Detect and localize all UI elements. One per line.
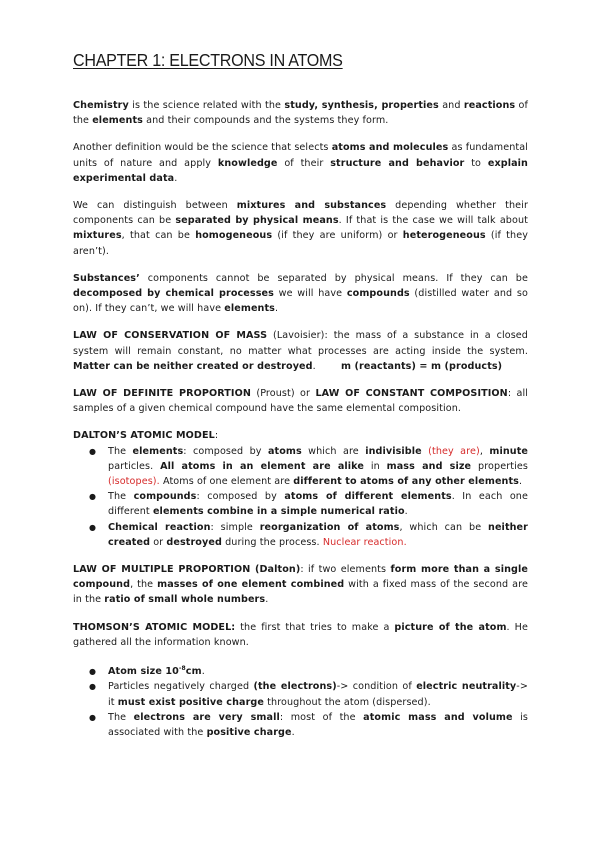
list-item: ● Atom size $10^{-8}cm$. [73, 664, 528, 679]
bullet-icon: ● [89, 667, 97, 677]
document-page [73, 50, 528, 752]
list-item: ● The elements: composed by atoms which are indivisible (they are), minute particles. All atoms in an element are alike in mass and size properties (isotopes). Atoms of one element are different to atoms of any other elements. [89, 445, 529, 488]
list-item: ● Chemical reaction: simple reorganization of atoms, which can be neither created or destroyed during the process. Nuclear reaction. [89, 521, 528, 548]
bullet-icon: ● [89, 712, 97, 722]
paragraph-thomson-model: THOMSON’S ATOMIC MODEL: the first that tries to make a picture of the atom. He gathered all the information known. [73, 621, 528, 648]
list-item: ● The compounds: composed by atoms of different elements. In each one different elements combine in a simple numerical ratio. [89, 491, 528, 518]
dalton-heading: DALTON’S ATOMIC MODEL: [73, 430, 219, 442]
paragraph-substances: Substances’ components cannot be separated by physical means. If they can be decomposed by chemical processes we will have compounds (distilled water and so on). If they can’t, we will have elements. [73, 272, 529, 315]
paragraph-law-multiple-proportion: LAW OF MULTIPLE PROPORTION (Dalton): if two elements form more than a single compound, the masses of one element combined with a fixed mass of the second are in the ratio of small whole numbers. [73, 564, 529, 606]
chapter-title: CHAPTER 1: ELECTRONS IN ATOMS [73, 50, 343, 70]
dalton-list [73, 444, 528, 550]
bullet-icon: ● [89, 682, 97, 692]
bullet-icon: ● [89, 522, 97, 532]
paragraph-mixtures-substances: We can distinguish between mixtures and substances depending whether their components can be separated by physical means. If that is the case we will talk about mixtures, that can be homogeneous (if they are uniform) or heterogeneous (if they aren’t). [73, 200, 529, 257]
bullet-icon: ● [89, 446, 97, 456]
thomson-list [73, 664, 528, 740]
list-item: ● Particles negatively charged (the electrons)-> condition of electric neutrality-> it must exist positive charge throughout the atom (dispersed). [89, 681, 528, 708]
bullet-icon: ● [89, 492, 97, 502]
paragraph-another-definition: Another definition would be the science that selects atoms and molecules as fundamental units of nature and apply knowledge of their structure and behavior to explain experimental data. [73, 142, 529, 184]
paragraph-law-conservation-mass: LAW OF CONSERVATION OF MASS (Lavoisier): the mass of a substance in a closed system will remain constant, no matter what processes are acting inside the system. Matter can be neither created or destroyed. m (reactants) = m (products) [73, 330, 528, 372]
paragraph-chemistry-definition: Chemistry is the science related with the study, synthesis, properties and reactions of the elements and their compounds and the systems they form. [73, 100, 528, 127]
list-item: ● The electrons are very small: most of the atomic mass and volume is associated with the positive charge. [89, 711, 529, 738]
paragraph-law-definite-proportion: LAW OF DEFINITE PROPORTION (Proust) or LAW OF CONSTANT COMPOSITION: all samples of a given chemical compound have the same elemental composition. [73, 388, 529, 415]
